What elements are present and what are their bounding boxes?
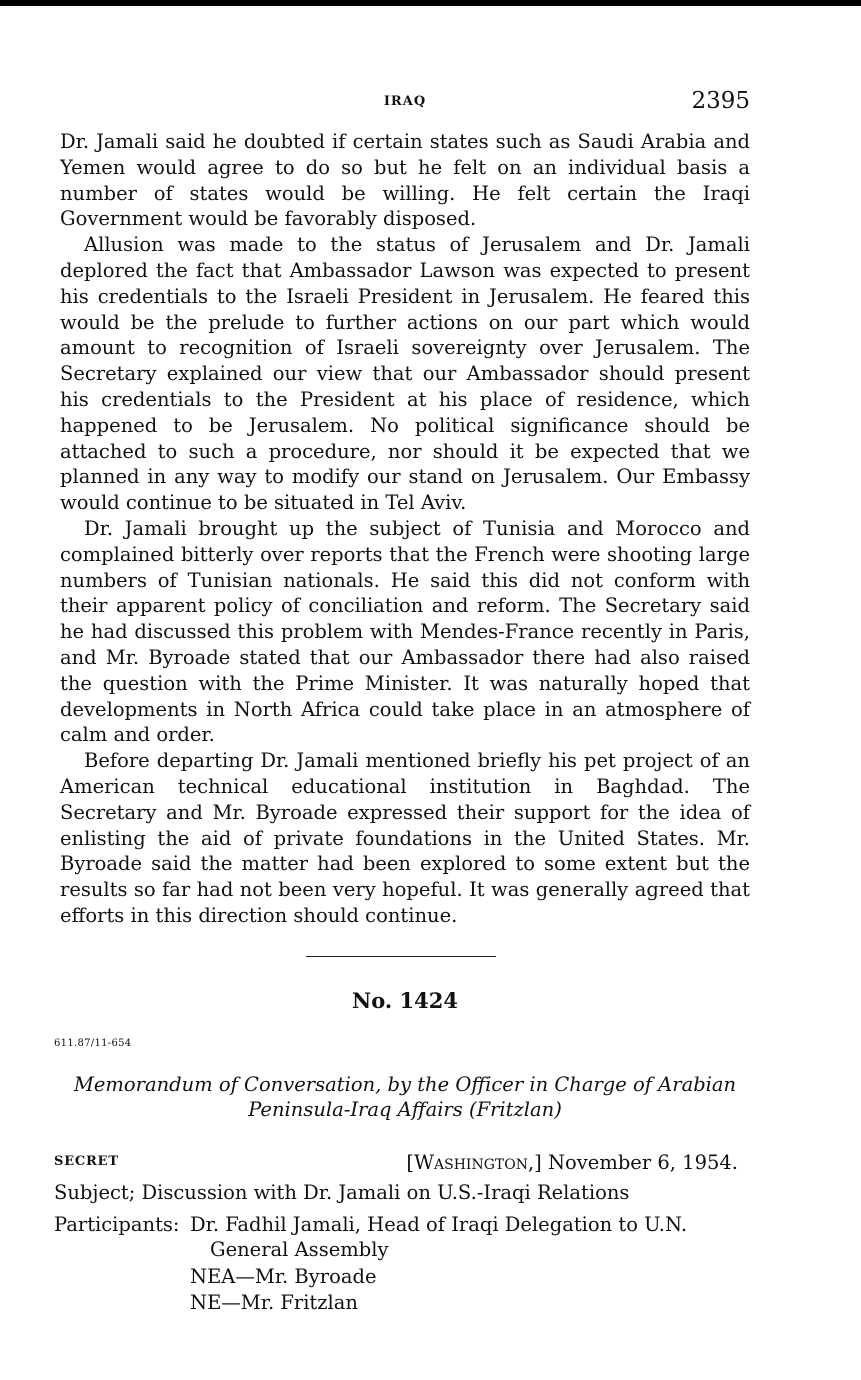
place-date [406,1151,738,1174]
place: [Washington,] [406,1151,542,1174]
paragraph-tunisia-morocco: Dr. Jamali brought up the subject of Tunisia and Morocco and complained bitterly over reports that the French were shooting large numbers of Tunisian nationals. He said this did not conform with their apparent policy of conciliation and reform. The Secretary said he had discussed this problem with Mendes-France recently in Paris, and Mr. Byroade stated that our Ambassador there had also raised the question with the Prime Minister. It was naturally hoped that developments in North Africa could take place in an atmosphere of calm and order. [60,516,750,747]
participants-label: Participants: [54,1213,180,1236]
memo-title-line-2: Peninsula-Iraq Affairs (Fritzlan) [248,1098,562,1121]
paragraph-baghdad-institution: Before departing Dr. Jamali mentioned briefly his pet project of an American technical educational institution in Baghdad. The Secretary and Mr. Byroade expressed their support for the idea of enlisting the aid of private foundations in the United States. Mr. Byroade said the matter had been explored to some extent but the results so far had not been very hopeful. It was generally agreed that efforts in this direction should continue. [60,749,750,927]
subject-line: Subject; Discussion with Dr. Jamali on U.S.-Iraqi Relations [54,1181,630,1204]
memo-title [60,1072,750,1122]
participant-byroade: NEA—Mr. Byroade [190,1265,377,1288]
page-number: 2395 [691,88,750,114]
running-head [60,88,750,118]
participant-fritzlan: NE—Mr. Fritzlan [190,1291,358,1314]
document-body [60,129,750,929]
paragraph-jerusalem: Allusion was made to the status of Jerusalem and Dr. Jamali deplored the fact that Ambassador Lawson was expected to present his credentials to the Israeli President in Jerusalem. He feared this would be the prelude to further actions on our part which would amount to recognition of Israeli sovereignty over Jerusalem. The Secretary explained our view that our Ambassador should present his credentials to the President at his place of residence, which happened to be Jerusalem. No political significance should be attached to such a procedure, nor should it be expected that we planned in any way to modify our stand on Jerusalem. Our Embassy would continue to be situated in Tel Aviv. [60,233,750,515]
file-reference: 611.87/11-654 [54,1038,132,1049]
participant-jamali-continued: General Assembly [210,1238,389,1261]
participant-jamali: Dr. Fadhil Jamali, Head of Iraqi Delegation to U.N. [190,1213,688,1236]
classification-marking: SECRET [54,1154,119,1169]
page-top-border [0,0,861,6]
running-title: IRAQ [383,94,427,109]
paragraph-jamali-states: Dr. Jamali said he doubted if certain states such as Saudi Arabia and Yemen would agree to do so but he felt on an individual basis a number of states would be willing. He felt certain the Iraqi Government would be favorably disposed. [60,130,750,231]
date: November 6, 1954. [547,1151,738,1174]
section-divider [306,956,496,957]
document-number: No. 1424 [352,988,458,1013]
memo-title-line-1: Memorandum of Conversation, by the Officer in Charge of Arabian [73,1073,737,1096]
